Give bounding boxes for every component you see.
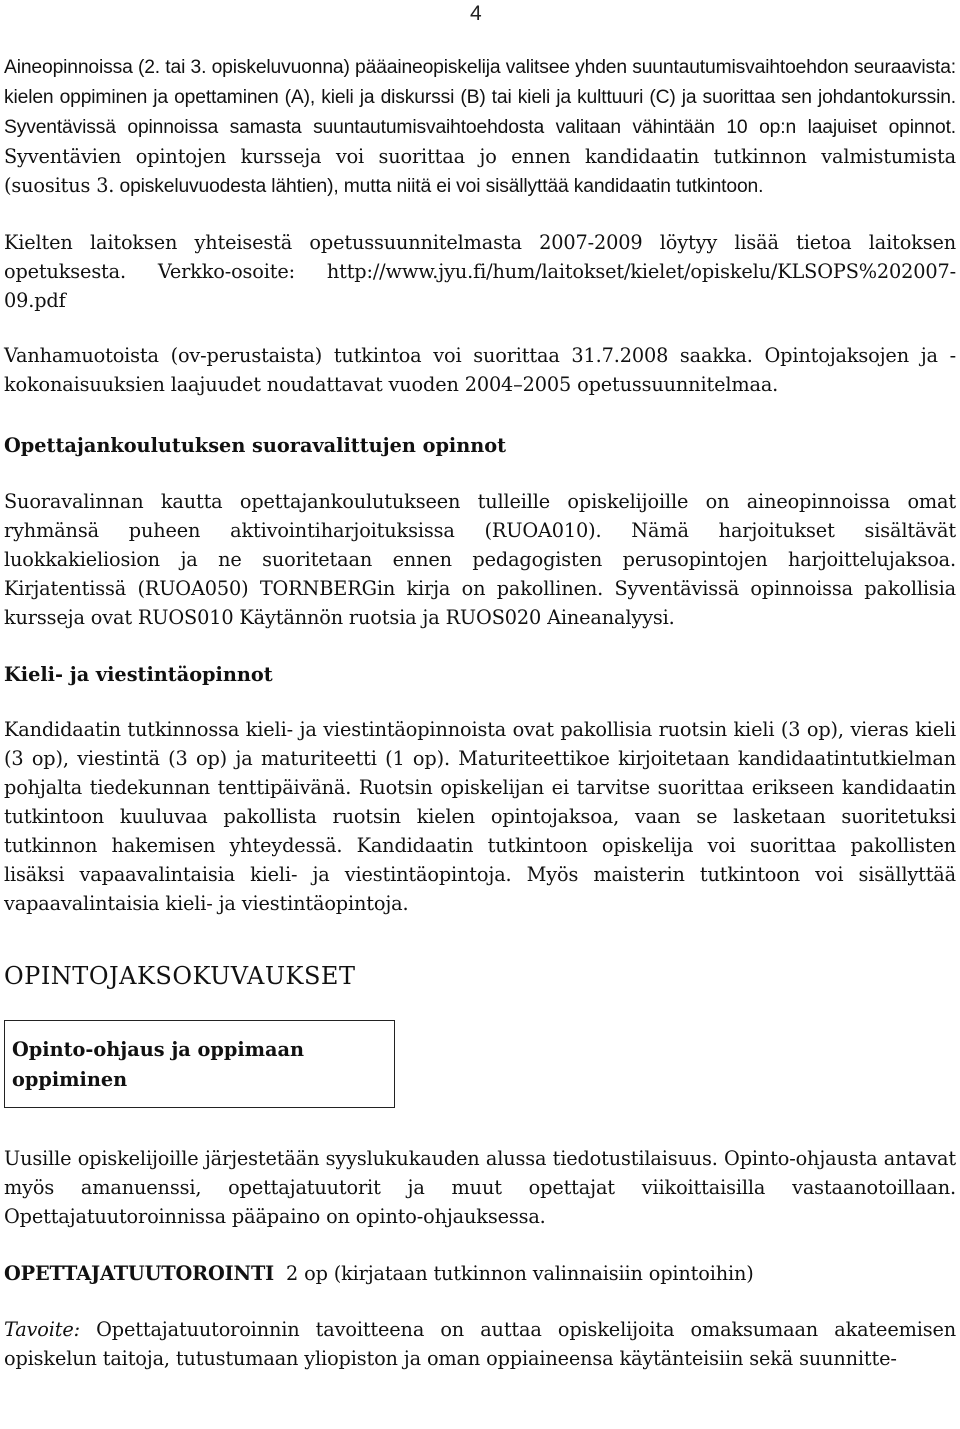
boxed-section-title: Opinto-ohjaus ja oppimaan oppiminen	[4, 1020, 395, 1108]
course-credits: 2 op (kirjataan tutkinnon valinnaisiin opintoihin)	[286, 1262, 754, 1285]
heading-kieli-viestinta: Kieli- ja viestintäopinnot	[4, 663, 273, 686]
paragraph-vanhamuotoinen: Vanhamuotoista (ov-perustaista) tutkintoa voi suorittaa 31.7.2008 saakka. Opintojaksojen ja -kokonaisuuksien laajuudet noudattavat vuoden 2004–2005 opetussuunnitelmaa.	[4, 344, 956, 396]
paragraph-opetussuunnitelma: Kielten laitoksen yhteisestä opetussuunnitelmasta 2007-2009 löytyy lisää tietoa laitoksen opetuksesta. Verkko-osoite: http://www.jyu.fi/hum/laitokset/kielet/opiskelu/KLSOPS%202007-09.pdf	[4, 231, 956, 312]
paragraph-aineopinnot-part-c: opiskeluvuodesta lähtien), mutta niitä ei voi sisällyttää kandidaatin tutkintoon.	[114, 176, 764, 197]
course-line	[4, 1259, 956, 1288]
paragraph-suoravalitut: Suoravalinnan kautta opettajankoulutukseen tulleille opiskelijoille on aineopinnoissa omat ryhmänsä puheen aktivointiharjoituksissa (RUOA010). Nämä harjoitukset sisältävät luokkakieliosion ja ne suoritetaan ennen pedagogisten perusopintojen harjoittelujaksoa. Kirjatentissä (RUOA050) TORNBERGin kirja on pakollinen. Syventävissä opinnoissa pakollisia kursseja ovat RUOS010 Käytännön ruotsia ja RUOS020 Aineanalyysi.	[4, 490, 956, 629]
tavoite-text: Opettajatuutoroinnin tavoitteena on auttaa opiskelijoita omaksumaan akateemisen opiskelun taitoja, tutustumaan yliopiston ja oman oppiaineensa käytänteisiin sekä suunnitte-	[4, 1318, 956, 1370]
paragraph-opinto-ohjaus: Uusille opiskelijoille järjestetään syyslukukauden alussa tiedotustilaisuus. Opinto-ohjausta antavat myös amanuenssi, opettajatuutorit ja muut opettajat viikoittaisilla vastaanotoillaan. Opettajatuutoroinnissa pääpaino on opinto-ohjauksessa.	[4, 1147, 956, 1228]
paragraph-aineopinnot	[4, 52, 956, 201]
document-body	[4, 52, 956, 1400]
heading-opintojaksokuvaukset: OPINTOJAKSOKUVAUKSET	[4, 962, 356, 990]
paragraph-kieli-viestinta: Kandidaatin tutkinnossa kieli- ja viestintäopinnoista ovat pakollisia ruotsin kieli (3 op), vieras kieli (3 op), viestintä (3 op) ja maturiteetti (1 op). Maturiteettikoe kirjoitetaan kandidaatintutkielman pohjalta tiedekunnan tenttipäivänä. Ruotsin opiskelijan ei tarvitse suorittaa erikseen kandidaatin tutkintoon kuuluvaa pakollista ruotsin kielen opintojaksoa, vaan se lasketaan suoritetuksi tutkinnon hakemisen yhteydessä. Kandidaatin tutkintoon opiskelija voi suorittaa pakollisten lisäksi vapaavalintaisia kieli- ja viestintäopintoja. Myös maisterin tutkintoon voi sisällyttää vapaavalintaisia kieli- ja viestintäopintoja.	[4, 718, 956, 915]
page-number: 4	[470, 2, 482, 25]
course-title: OPETTAJATUUTOROINTI	[4, 1262, 275, 1285]
tavoite-label: Tavoite:	[4, 1318, 80, 1341]
paragraph-tavoite	[4, 1315, 956, 1373]
paragraph-aineopinnot-part-a: Aineopinnoissa (2. tai 3. opiskeluvuonna) pääaineopiskelija valitsee yhden suuntautumisvaihtoehdon seuraavista: kielen oppiminen ja opettaminen (A), kieli ja diskurssi (B) tai kieli ja kulttuuri (C) ja suorittaa sen johdantokurssin. Syventävissä opinnoissa samasta suuntautumisvaihtoehdosta valitaan vähintään 10 op:n laajuiset opinnot.	[4, 57, 956, 138]
heading-suoravalitut: Opettajankoulutuksen suoravalittujen opinnot	[4, 434, 507, 457]
paragraph-aineopinnot-part-b: Syventävien opintojen kursseja voi suorittaa jo ennen kandidaatin tutkinnon valmistumista (suositus 3.	[4, 145, 956, 197]
